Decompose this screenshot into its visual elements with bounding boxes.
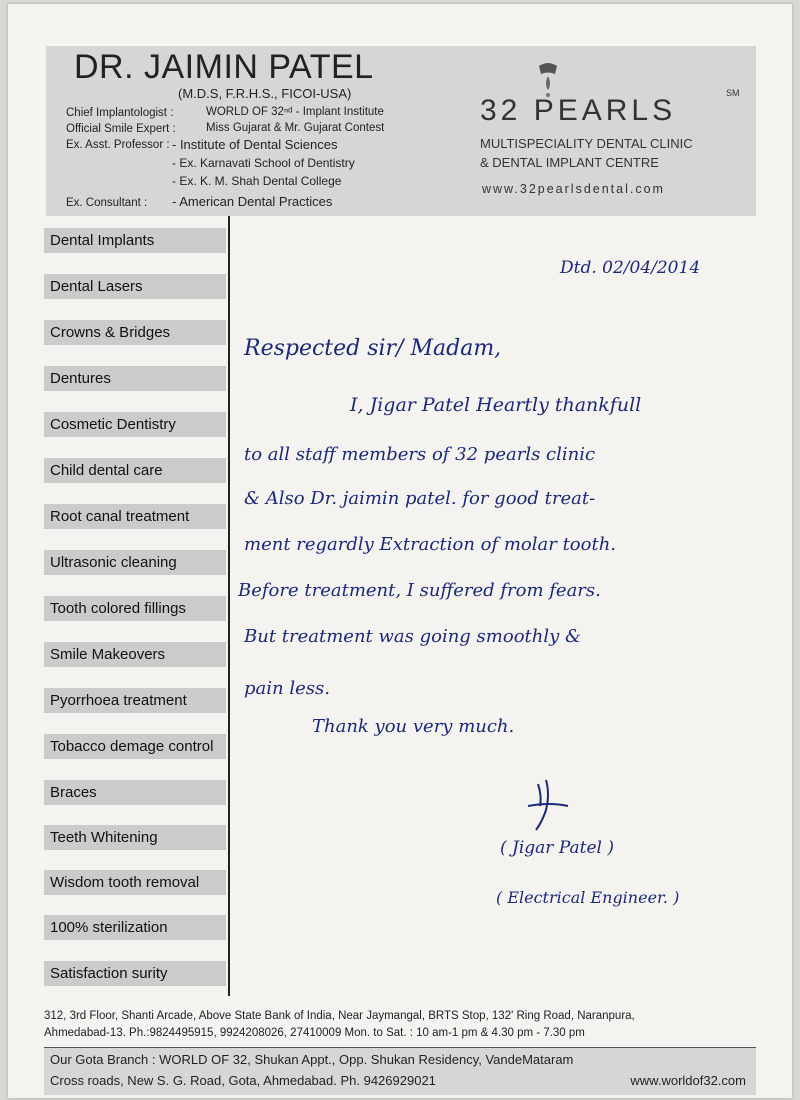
- service-item: Satisfaction surity: [44, 961, 226, 986]
- brand-name: 32 PEARLS: [480, 94, 677, 127]
- service-item: Child dental care: [44, 458, 226, 483]
- letter-line: But treatment was going smoothly &: [244, 626, 582, 647]
- service-item: Dental Lasers: [44, 274, 226, 299]
- credential-value: - Ex. K. M. Shah Dental College: [172, 174, 342, 188]
- service-item: Teeth Whitening: [44, 825, 226, 850]
- credential-value: - Ex. Karnavati School of Dentistry: [172, 156, 355, 170]
- credential-role: Official Smile Expert :: [66, 123, 176, 135]
- letter-line: I, Jigar Patel Heartly thankfull: [350, 394, 642, 416]
- service-item: Ultrasonic cleaning: [44, 550, 226, 575]
- clinic-address: [44, 1008, 756, 1042]
- signature: [520, 776, 580, 836]
- credential-role: Ex. Consultant :: [66, 197, 148, 209]
- service-item: Crowns & Bridges: [44, 320, 226, 345]
- service-item: Cosmetic Dentistry: [44, 412, 226, 437]
- brand-subtitle: & DENTAL IMPLANT CENTRE: [480, 155, 659, 170]
- service-item: Braces: [44, 780, 226, 805]
- service-item: Pyorrhoea treatment: [44, 688, 226, 713]
- service-item: Dental Implants: [44, 228, 226, 253]
- letter-line: ment regardly Extraction of molar tooth.: [244, 534, 617, 555]
- credential-value: - Institute of Dental Sciences: [172, 137, 338, 152]
- letter-line: Before treatment, I suffered from fears.: [238, 580, 601, 601]
- branch-line: Cross roads, New S. G. Road, Gota, Ahmedabad. Ph. 9426929021: [50, 1073, 436, 1088]
- credential-role: Chief Implantologist :: [66, 107, 174, 119]
- signer-title: ( Electrical Engineer. ): [496, 888, 680, 907]
- credential-value: WORLD OF 32ⁿᵈ - Implant Institute: [206, 106, 384, 118]
- handwritten-letter: [230, 216, 770, 996]
- address-line: 312, 3rd Floor, Shanti Arcade, Above State Bank of India, Near Jaymangal, BRTS Stop, 132' Ring Road, Naranpura,: [44, 1010, 635, 1022]
- letter-line: pain less.: [244, 678, 330, 699]
- letter-salutation: Respected sir/ Madam,: [244, 336, 502, 361]
- service-item: 100% sterilization: [44, 915, 226, 940]
- branch-website[interactable]: www.worldof32.com: [630, 1073, 746, 1088]
- branch-footer: [44, 1047, 756, 1095]
- branch-line: Our Gota Branch : WORLD OF 32, Shukan Appt., Opp. Shukan Residency, VandeMataram: [50, 1052, 574, 1067]
- letter-date: Dtd. 02/04/2014: [560, 258, 701, 278]
- credential-value: - American Dental Practices: [172, 194, 333, 209]
- service-mark: SM: [726, 88, 740, 98]
- brand-subtitle: MULTISPECIALITY DENTAL CLINIC: [480, 136, 693, 151]
- letter-thanks: Thank you very much.: [312, 716, 515, 737]
- service-item: Wisdom tooth removal: [44, 870, 226, 895]
- signer-name: ( Jigar Patel ): [500, 838, 615, 858]
- service-item: Root canal treatment: [44, 504, 226, 529]
- letter-line: to all staff members of 32 pearls clinic: [244, 444, 596, 465]
- service-item: Tobacco demage control: [44, 734, 226, 759]
- address-line: Ahmedabad-13. Ph.:9824495915, 9924208026, 27410009 Mon. to Sat. : 10 am-1 pm & 4.30 pm - 7.30 pm: [44, 1027, 585, 1039]
- credential-value: Miss Gujarat & Mr. Gujarat Contest: [206, 122, 385, 134]
- service-item: Tooth colored fillings: [44, 596, 226, 621]
- service-item: Smile Makeovers: [44, 642, 226, 667]
- service-item: Dentures: [44, 366, 226, 391]
- brand-website[interactable]: www.32pearlsdental.com: [482, 182, 665, 196]
- doctor-qualifications: (M.D.S, F.R.H.S., FICOI-USA): [178, 86, 352, 101]
- credential-role: Ex. Asst. Professor :: [66, 139, 170, 151]
- letter-line: & Also Dr. jaimin patel. for good treat-: [244, 488, 596, 509]
- doctor-name: DR. JAIMIN PATEL: [74, 48, 374, 86]
- letterhead-page: [8, 4, 792, 1098]
